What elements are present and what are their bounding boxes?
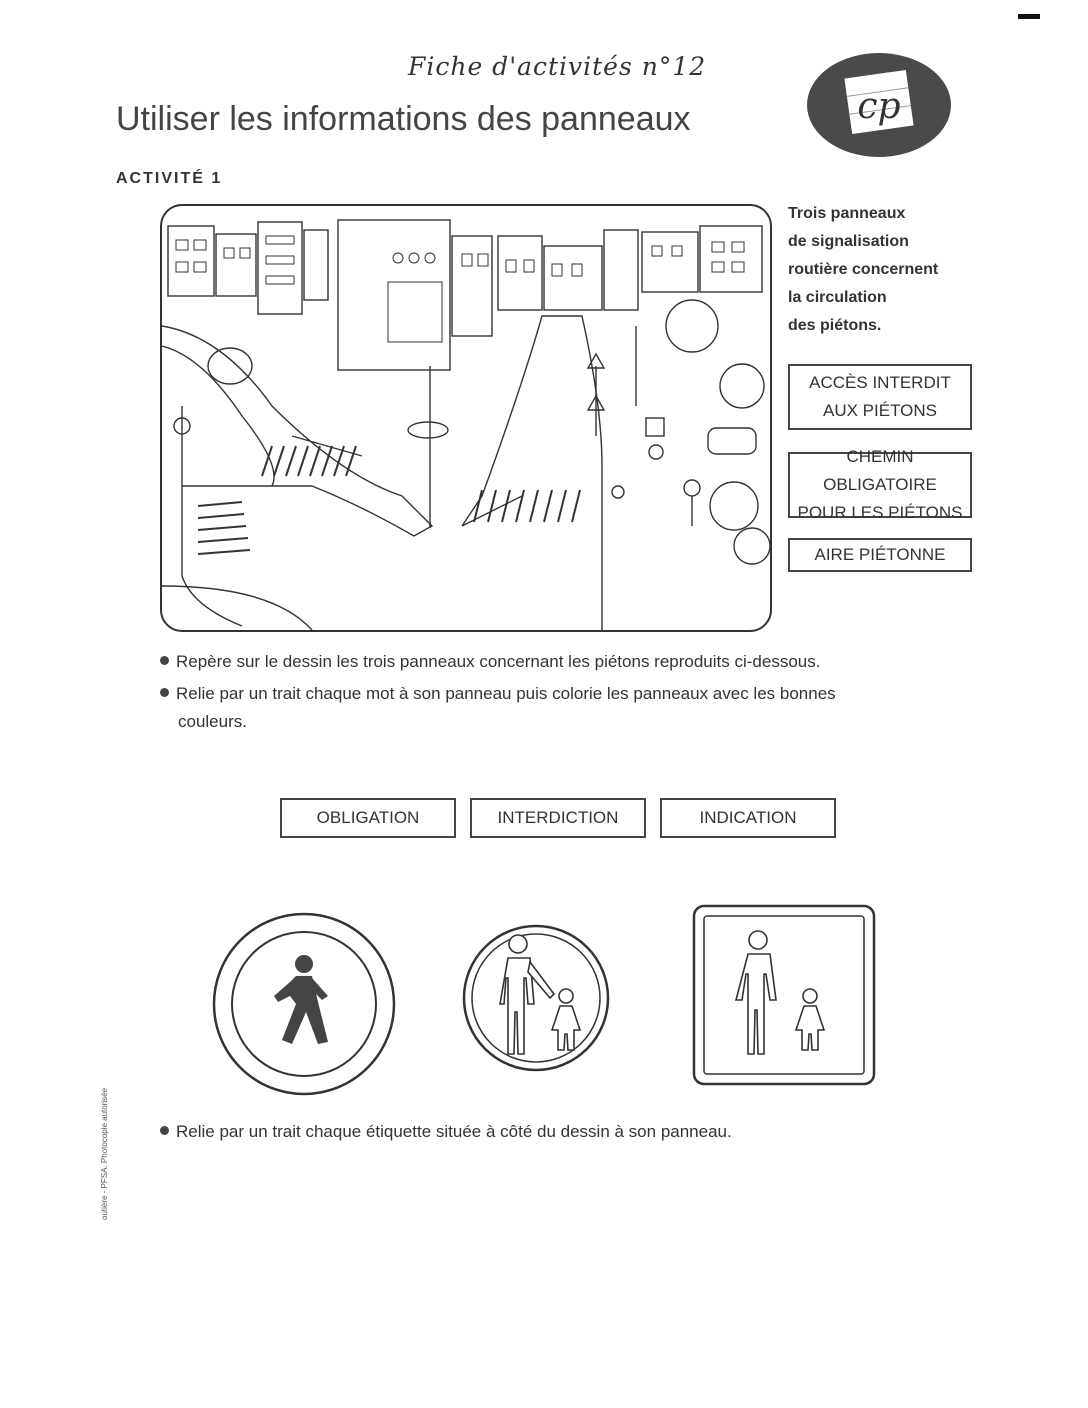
label-line: POUR LES PIÉTONS xyxy=(797,503,963,522)
label-line: AUX PIÉTONS xyxy=(823,401,937,420)
cp-logo xyxy=(806,52,952,158)
corner-mark xyxy=(1018,14,1040,19)
street-intersection-illustration xyxy=(160,204,772,632)
handwritten-sheet-number: Fiche d'activités n°12 xyxy=(408,52,707,81)
instruction-text: Repère sur le dessin les trois panneaux concernant les piétons reproduits ci-dessous. xyxy=(176,652,821,671)
category-obligation: OBLIGATION xyxy=(280,798,456,838)
label-aire-pietonne xyxy=(788,538,972,572)
label-acces-interdit xyxy=(788,364,972,430)
label-line: ACCÈS INTERDIT xyxy=(809,373,951,392)
instruction-2-continued: couleurs. xyxy=(178,712,247,731)
instruction-2 xyxy=(160,680,940,708)
crosswalk-stripes xyxy=(198,446,580,554)
instruction-1 xyxy=(160,648,940,676)
logo-text: cp xyxy=(857,86,901,127)
side-explanation xyxy=(788,200,978,340)
pedestrian-prohibited-sign-icon xyxy=(212,912,396,1096)
label-line: CHEMIN OBLIGATOIRE xyxy=(823,447,937,494)
bullet-icon xyxy=(160,656,169,665)
side-text-line: routière concernent xyxy=(788,261,939,278)
instruction-text: Relie par un trait chaque mot à son panneau puis colorie les panneaux avec les bonnes xyxy=(176,684,836,703)
copyright-note: outière - PFSA. Photocopie autorisée xyxy=(100,1087,109,1220)
bullet-icon xyxy=(160,1126,169,1135)
side-text-line: de signalisation xyxy=(788,233,909,250)
side-text-line: des piétons. xyxy=(788,317,882,334)
pedestrian-path-sign-icon xyxy=(462,908,610,1080)
label-line: AIRE PIÉTONNE xyxy=(814,545,946,564)
category-interdiction: INTERDICTION xyxy=(470,798,646,838)
buildings-drawing xyxy=(168,220,762,370)
label-chemin-obligatoire xyxy=(788,447,972,522)
instruction-3 xyxy=(160,1118,960,1146)
activity-label: ACTIVITÉ 1 xyxy=(116,170,223,187)
category-indication: INDICATION xyxy=(660,798,836,838)
page-title: Utiliser les informations des panneaux xyxy=(116,100,691,138)
side-text-line: Trois panneaux xyxy=(788,205,906,222)
roads-drawing xyxy=(162,316,602,630)
pedestrian-zone-sign-icon xyxy=(692,904,876,1086)
street-details xyxy=(174,300,770,564)
side-text-line: la circulation xyxy=(788,289,887,306)
instruction-text: Relie par un trait chaque étiquette située à côté du dessin à son panneau. xyxy=(176,1122,732,1141)
bullet-icon xyxy=(160,688,169,697)
